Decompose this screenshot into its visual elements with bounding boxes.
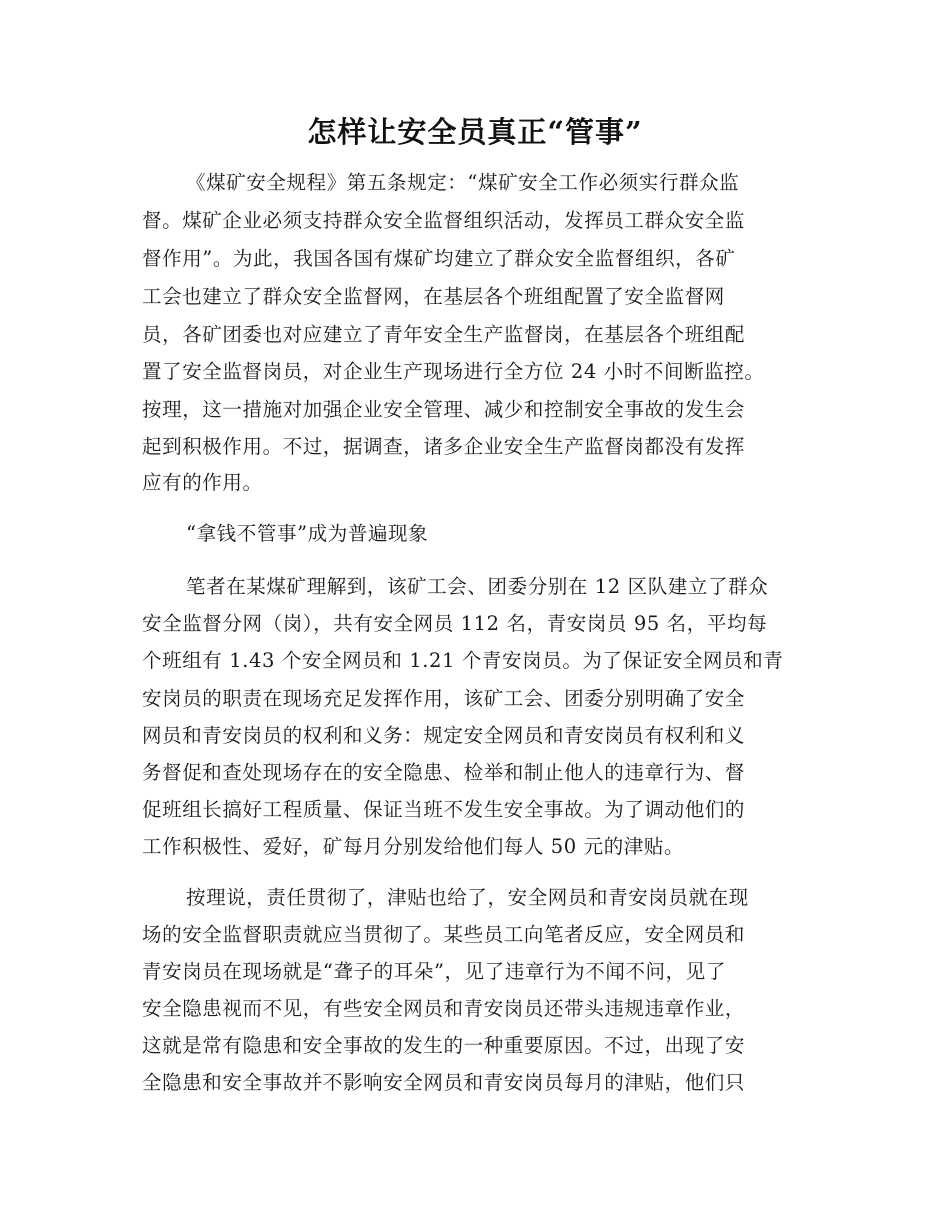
paragraph-line: 置了安全监督岗员，对企业生产现场进行全方位 24 小时不间断监控。 [142,360,765,383]
paragraph-line: 安全隐患视而不见，有些安全网员和青安岗员还带头违规违章作业， [142,997,746,1020]
paragraph-line: 个班组有 1.43 个安全网员和 1.21 个青安岗员。为了保证安全网员和青 [142,649,784,672]
paragraph-line: 员，各矿团委也对应建立了青年安全生产监督岗，在基层各个班组配 [142,323,746,346]
section-heading: “拿钱不管事”成为普遍现象 [186,522,429,545]
paragraph-line: 这就是常有隐患和安全事故的发生的一种重要原因。不过，出现了安 [142,1034,746,1057]
paragraph-line: 督作用”。为此，我国各国有煤矿均建立了群众安全监督组织，各矿 [142,247,736,270]
paragraph-line: 按理，这一措施对加强企业安全管理、减少和控制安全事故的发生会 [142,398,746,421]
paragraph-line: 应有的作用。 [142,471,263,494]
paragraph-line: 促班组长搞好工程质量、保证当班不发生安全事故。为了调动他们的 [142,798,746,821]
paragraph-line: 场的安全监督职责就应当贯彻了。某些员工向笔者反应，安全网员和 [142,923,746,946]
paragraph-line: 安全监督分网（岗），共有安全网员 112 名，青安岗员 95 名，平均每 [142,612,768,635]
paragraph-line: 工会也建立了群众安全监督网，在基层各个班组配置了安全监督网 [142,285,725,308]
paragraph-line: 按理说，责任贯彻了，津贴也给了，安全网员和青安岗员就在现 [186,886,749,909]
paragraph-line: 笔者在某煤矿理解到，该矿工会、团委分别在 12 区队建立了群众 [186,575,769,598]
paragraph-line: 全隐患和安全事故并不影响安全网员和青安岗员每月的津贴，他们只 [142,1071,746,1094]
document-title: 怎样让安全员真正“管事” [307,115,643,149]
paragraph-line: 工作积极性、爱好，矿每月分别发给他们每人 50 元的津贴。 [142,835,685,858]
paragraph-line: 安岗员的职责在现场充足发挥作用，该矿工会、团委分别明确了安全 [142,687,746,710]
paragraph-line: 《煤矿安全规程》第五条规定：“煤矿安全工作必须实行群众监 [186,171,740,194]
paragraph-line: 青安岗员在现场就是“聋子的耳朵”，见了违章行为不闻不问，见了 [142,960,726,983]
paragraph-line: 务督促和查处现场存在的安全隐患、检举和制止他人的违章行为、督 [142,761,746,784]
paragraph-line: 网员和青安岗员的权利和义务：规定安全网员和青安岗员有权利和义 [142,724,746,747]
paragraph-line: 起到积极作用。不过，据调查，诸多企业安全生产监督岗都没有发挥 [142,435,746,458]
paragraph-line: 督。煤矿企业必须支持群众安全监督组织活动，发挥员工群众安全监 [142,209,746,232]
